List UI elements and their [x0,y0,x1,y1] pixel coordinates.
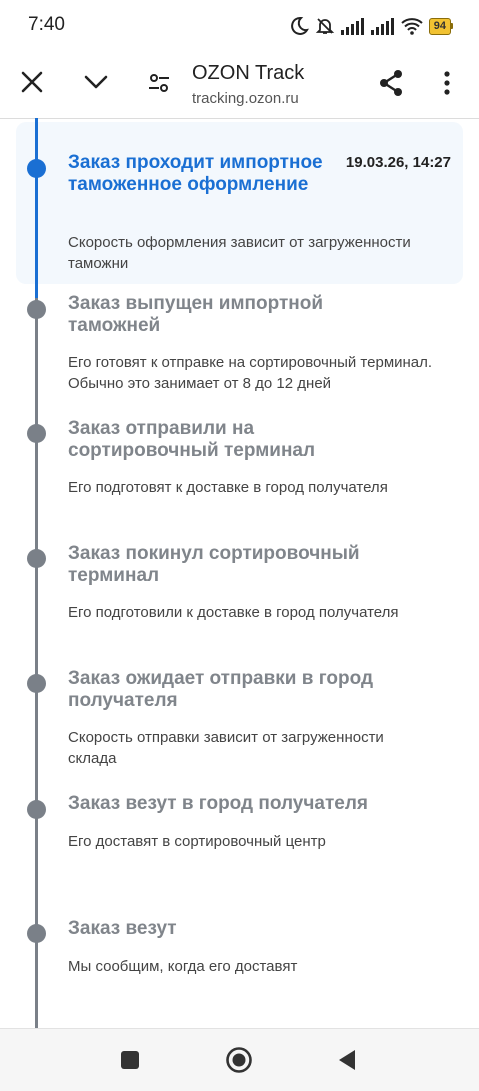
page-title: OZON Track [192,62,305,84]
battery-level: 94 [429,18,451,35]
step-description: Его доставят в сортировочный центр [68,833,326,850]
share-icon [378,69,404,97]
step-description: Скорость оформления зависит от загруженности таможни [68,234,411,272]
chevron-down-icon [84,75,108,89]
step-description: Мы сообщим, когда его доставят [68,958,298,975]
more-vert-icon [444,71,450,95]
step-description: Его подготовили к доставке в город получателя [68,604,399,621]
moon-icon [289,16,309,36]
step-dot [27,924,46,943]
step-dot [27,159,46,178]
close-icon [21,71,43,93]
minimize-button[interactable] [76,62,116,102]
step-dot [27,800,46,819]
circle-icon [225,1046,253,1074]
status-time: 7:40 [28,14,65,35]
step-title: Заказ ожидает отправки в город получателя [68,668,374,711]
close-button[interactable] [12,62,52,102]
step-date: 19.03.26, 14:27 [345,154,451,171]
step-title: Заказ везут [68,918,177,939]
step-dot [27,674,46,693]
step-dot [27,300,46,319]
battery-indicator [429,18,453,35]
timeline-line-inactive [35,298,38,1028]
timeline-line-active [35,118,38,298]
wifi-icon [401,17,423,35]
share-button[interactable] [372,64,410,102]
tracking-timeline [0,118,479,1028]
step-title: Заказ везут в город получателя [68,793,369,814]
status-bar [0,0,479,50]
back-button[interactable] [332,1045,362,1075]
triangle-back-icon [337,1049,357,1071]
home-button[interactable] [224,1045,254,1075]
system-navigation-bar [0,1028,479,1091]
step-dot [27,424,46,443]
recents-button[interactable] [115,1045,145,1075]
page-settings-button[interactable] [140,64,178,102]
step-dot [27,549,46,568]
square-icon [120,1050,140,1070]
step-description: Его подготовят к доставке в город получателя [68,479,388,496]
signal-icon [341,17,365,35]
step-title: Заказ выпущен импортной таможней [68,293,324,336]
bell-off-icon [315,16,335,36]
status-icons [289,14,453,38]
tune-icon [147,72,171,94]
page-url[interactable]: tracking.ozon.ru [192,90,299,107]
custom-tab-toolbar [0,50,479,119]
step-title: Заказ отправили на сортировочный терминал [68,418,316,461]
step-description: Его готовят к отправке на сортировочный терминал. Обычно это занимает от 8 до 12 дней [68,354,433,392]
more-options-button[interactable] [432,64,462,102]
step-title: Заказ покинул сортировочный терминал [68,543,360,586]
step-description: Скорость отправки зависит от загруженности склада [68,729,384,767]
step-title: Заказ проходит импортное таможенное оформление [68,152,323,195]
signal-icon-2 [371,17,395,35]
